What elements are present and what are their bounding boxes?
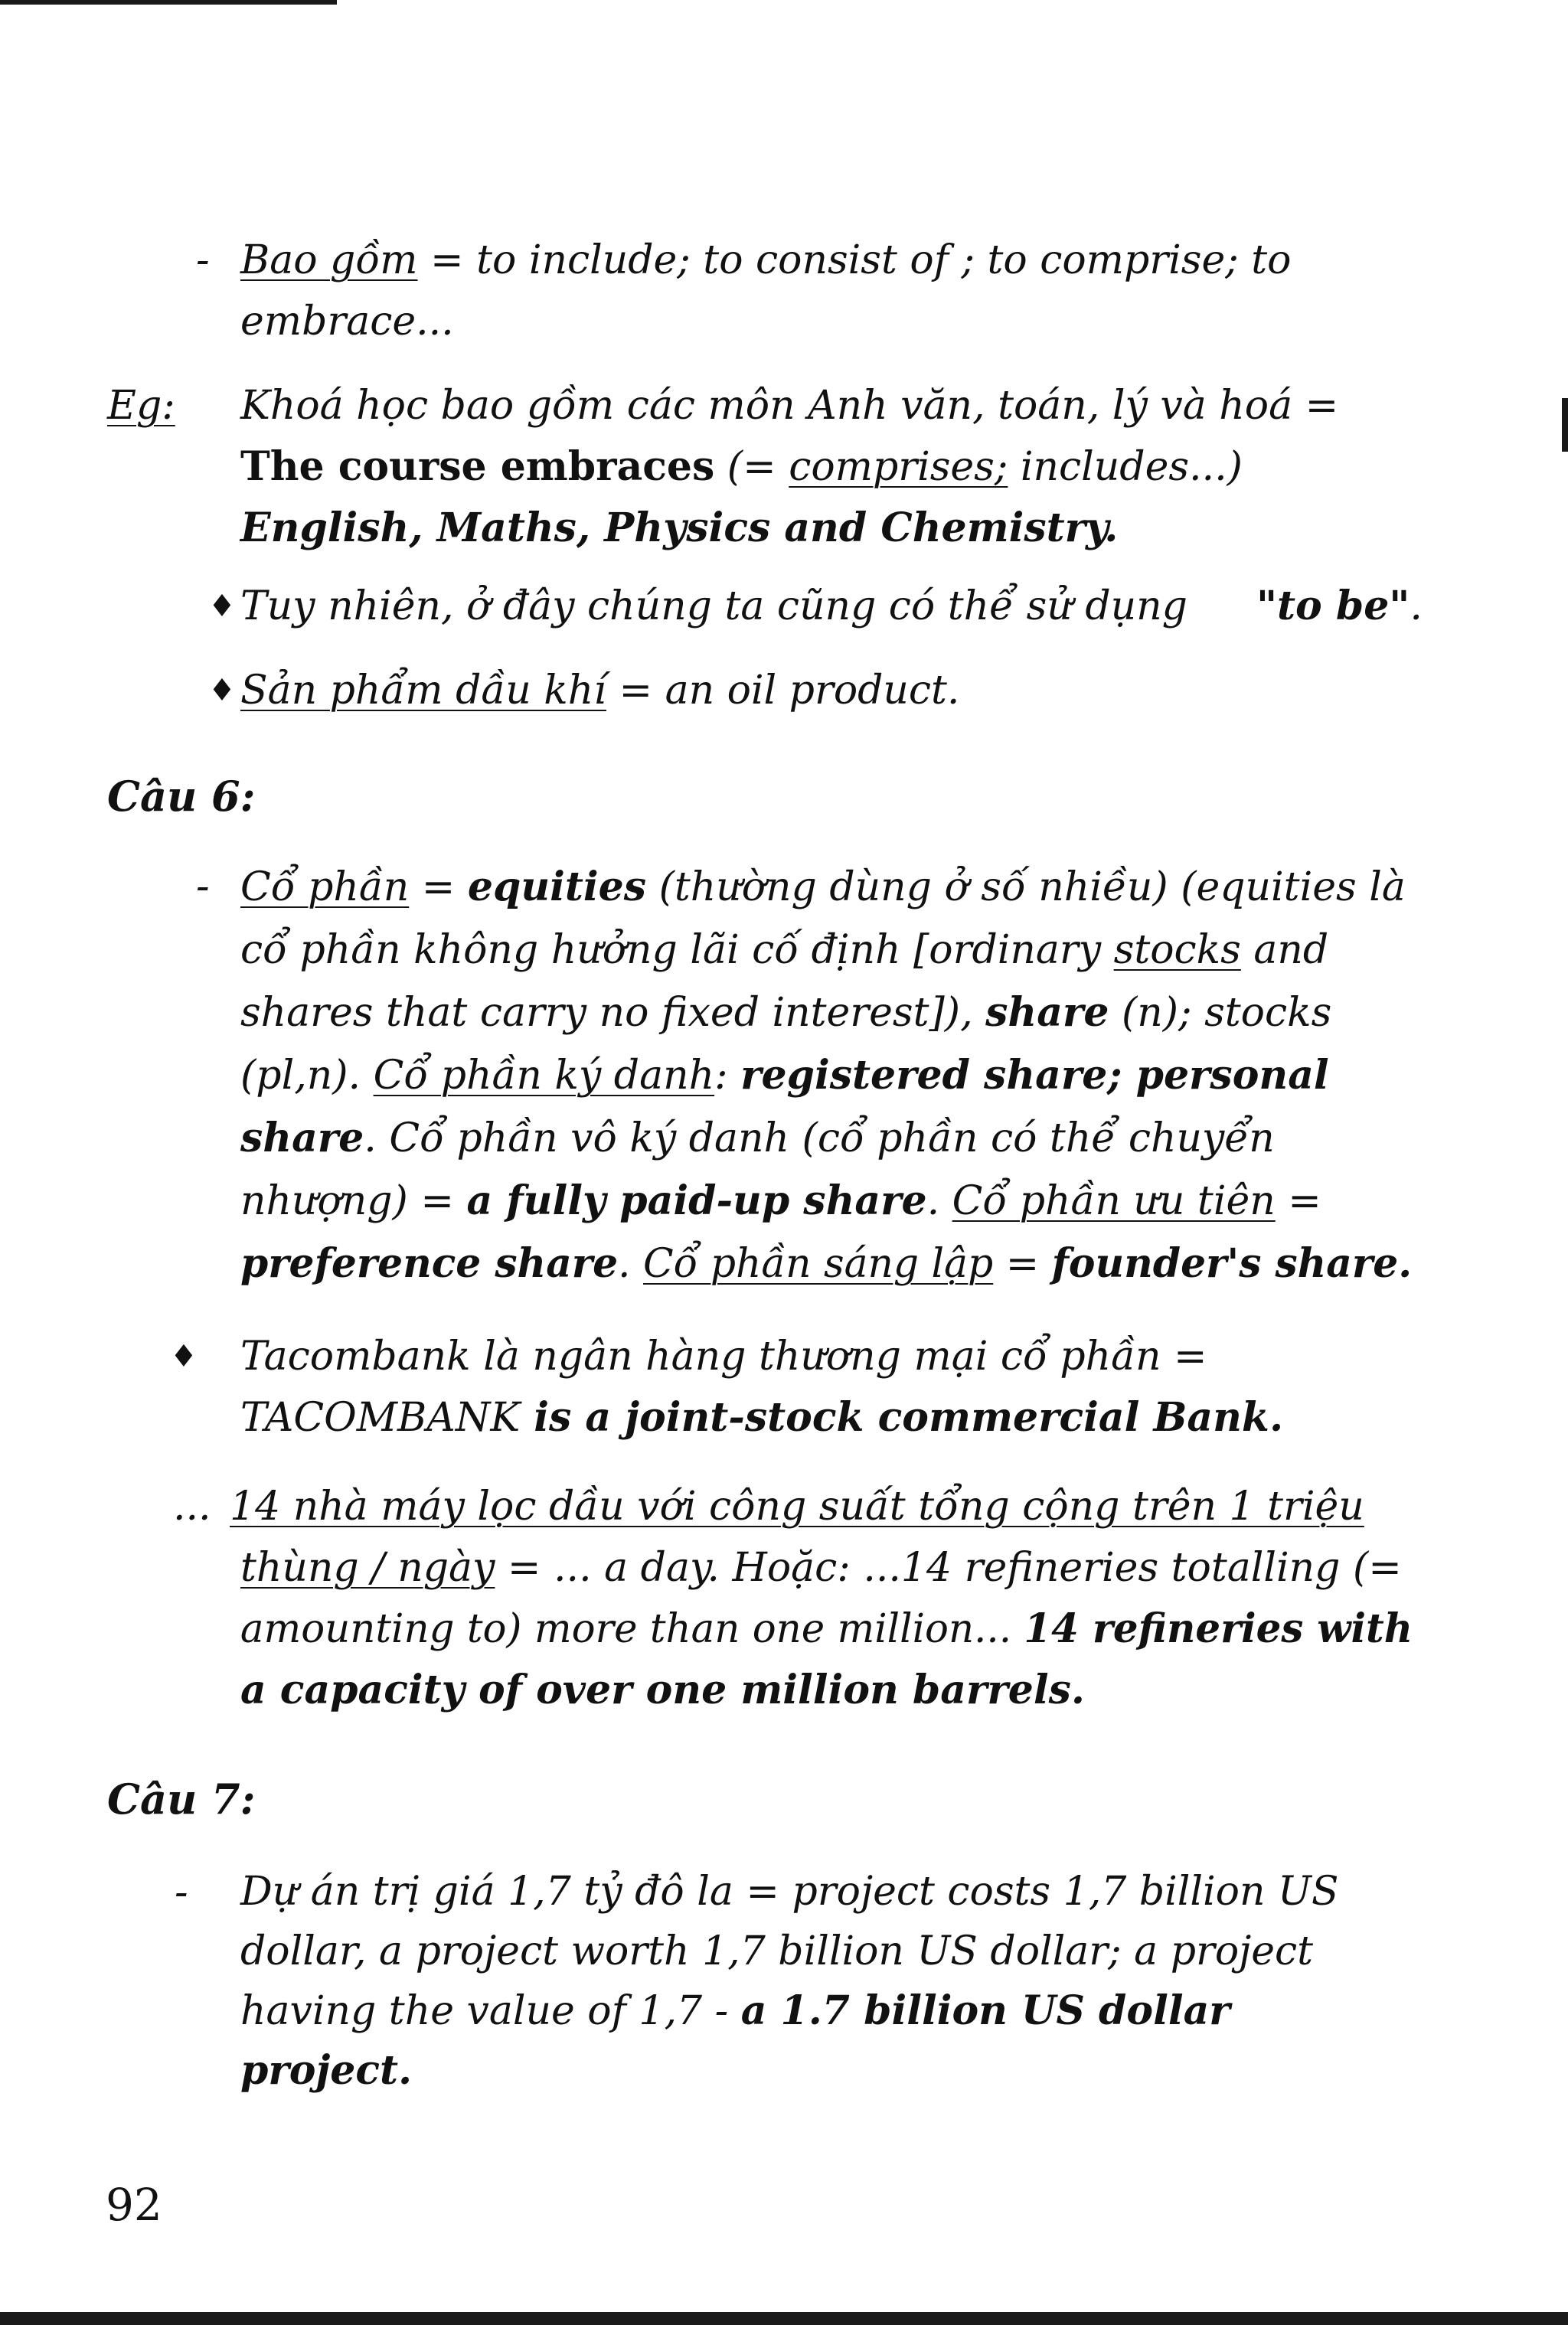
dash-marker: - <box>196 864 210 909</box>
diamond-bullet-icon: ♦ <box>208 673 236 708</box>
example-block: Khoá học bao gồm các môn Anh văn, toán, lý và hoá = The course embraces (= comprises; includes...) English, Maths, Physics and Chemistry. <box>240 383 1339 551</box>
example-label: Eg: <box>107 383 175 429</box>
refinery-note: 14 nhà máy lọc dầu với công suất tổng cộng trên 1 triệu thùng / ngày = ... a day. Hoặc: ...14 refineries totalling (= amounting to) more than one million... 14 refineries with a capacity of over one million barrels. <box>230 1484 1413 1713</box>
term-bao-gom: Bao gồm <box>240 237 418 283</box>
dash-marker: - <box>196 237 210 283</box>
dash-marker: - <box>175 1869 188 1915</box>
note-to-be: Tuy nhiên, ở đây chúng ta cũng có thể sử dụng "to be". <box>240 583 1423 629</box>
edge-mark <box>1562 398 1568 452</box>
definition-co-phan: Cổ phần = equities (thường dùng ở số nhiều) (equities là cổ phần không hưởng lãi cố định [ordinary stocks and shares that carry no fixed interest]), share (n); stocks (pl,n). Cổ phần ký danh: registered share; personal share. Cổ phần vô ký danh (cổ phần có thể chuyển nhượng) = a fully paid-up share. Cổ phần ưu tiên = preference share. Cổ phần sáng lập = founder's share. <box>240 864 1413 1287</box>
diamond-bullet-icon: ♦ <box>208 589 236 624</box>
project-note: Dự án trị giá 1,7 tỷ đô la = project costs 1,7 billion US dollar, a project worth 1,7 billion US dollar; a project having the value of 1,7 - a 1.7 billion US dollar project. <box>240 1869 1339 2094</box>
heading-cau-6: Câu 6: <box>107 772 256 821</box>
diamond-bullet-icon: ♦ <box>170 1339 198 1374</box>
heading-cau-7: Câu 7: <box>107 1775 256 1824</box>
ellipsis-marker: ... <box>173 1484 211 1530</box>
definition-bao-gom: Bao gồm = to include; to consist of ; to comprise; to embrace... <box>240 237 1292 345</box>
bottom-rule <box>0 2312 1568 2325</box>
top-rule <box>0 0 337 5</box>
note-oil-product: Sản phẩm dầu khí = an oil product. <box>240 668 960 714</box>
page-number: 92 <box>106 2179 162 2231</box>
tacombank-note: Tacombank là ngân hàng thương mại cổ phần = TACOMBANK is a joint-stock commercial Bank. <box>240 1334 1284 1441</box>
